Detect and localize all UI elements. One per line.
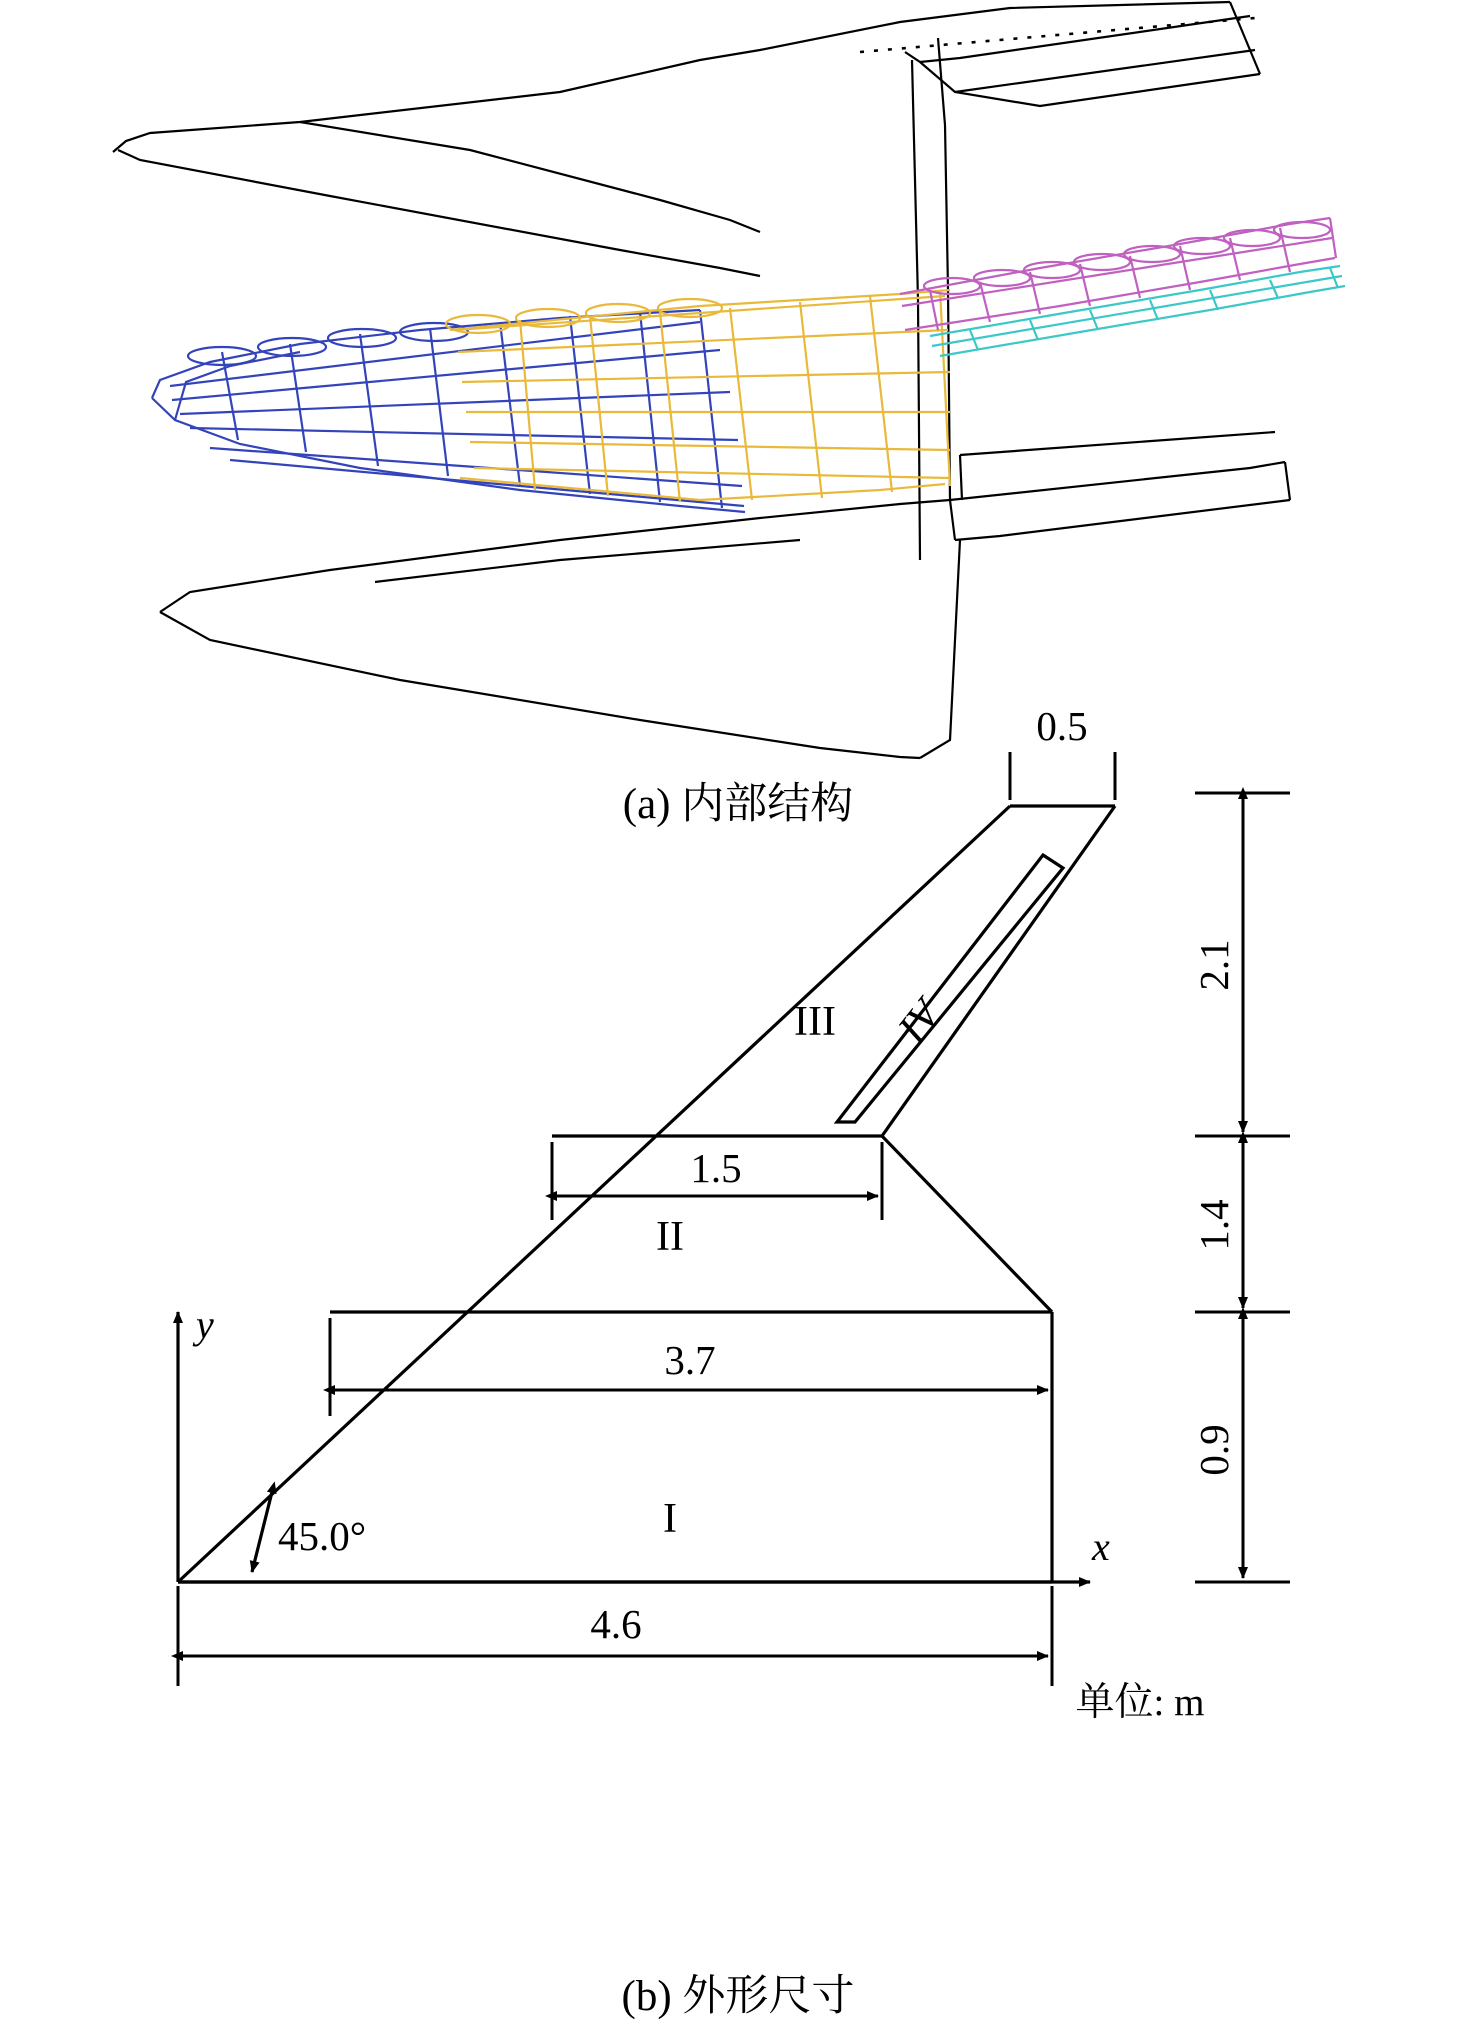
region-label-II: II (656, 1214, 684, 1260)
panel-internal-structure (0, 0, 1476, 828)
dim-label-upper-root-chord: 3.7 (664, 1337, 716, 1383)
region-label-IV: IV (889, 992, 951, 1052)
fuselage-outline-group (113, 2, 1290, 758)
dim-label-mid-chord: 1.5 (690, 1145, 742, 1191)
internal-structure-drawing (0, 0, 1476, 790)
control-surface-grid-cyan (930, 266, 1345, 356)
caption-panel-b: (b) 外形尺寸 (621, 1973, 855, 2020)
region-label-I: I (663, 1496, 677, 1542)
dim-label-root-chord: 4.6 (590, 1601, 642, 1647)
dim-label-outer-span: 2.1 (1191, 939, 1237, 991)
dim-label-tip-chord: 0.5 (1036, 703, 1088, 749)
dim-label-mid-span: 1.4 (1191, 1199, 1237, 1251)
dim-label-sweep-angle: 45.0° (278, 1513, 367, 1559)
control-surface-outline (837, 855, 1063, 1122)
axis-label-x: x (1092, 1524, 1110, 1569)
region-label-III: III (794, 999, 836, 1045)
wing-outline (178, 806, 1115, 1582)
dim-label-inner-span: 0.9 (1191, 1424, 1237, 1476)
caption-panel-a: (a) 内部结构 (622, 781, 854, 828)
axis-label-y: y (196, 1302, 214, 1347)
unit-note: 单位: m (1075, 1681, 1205, 1724)
